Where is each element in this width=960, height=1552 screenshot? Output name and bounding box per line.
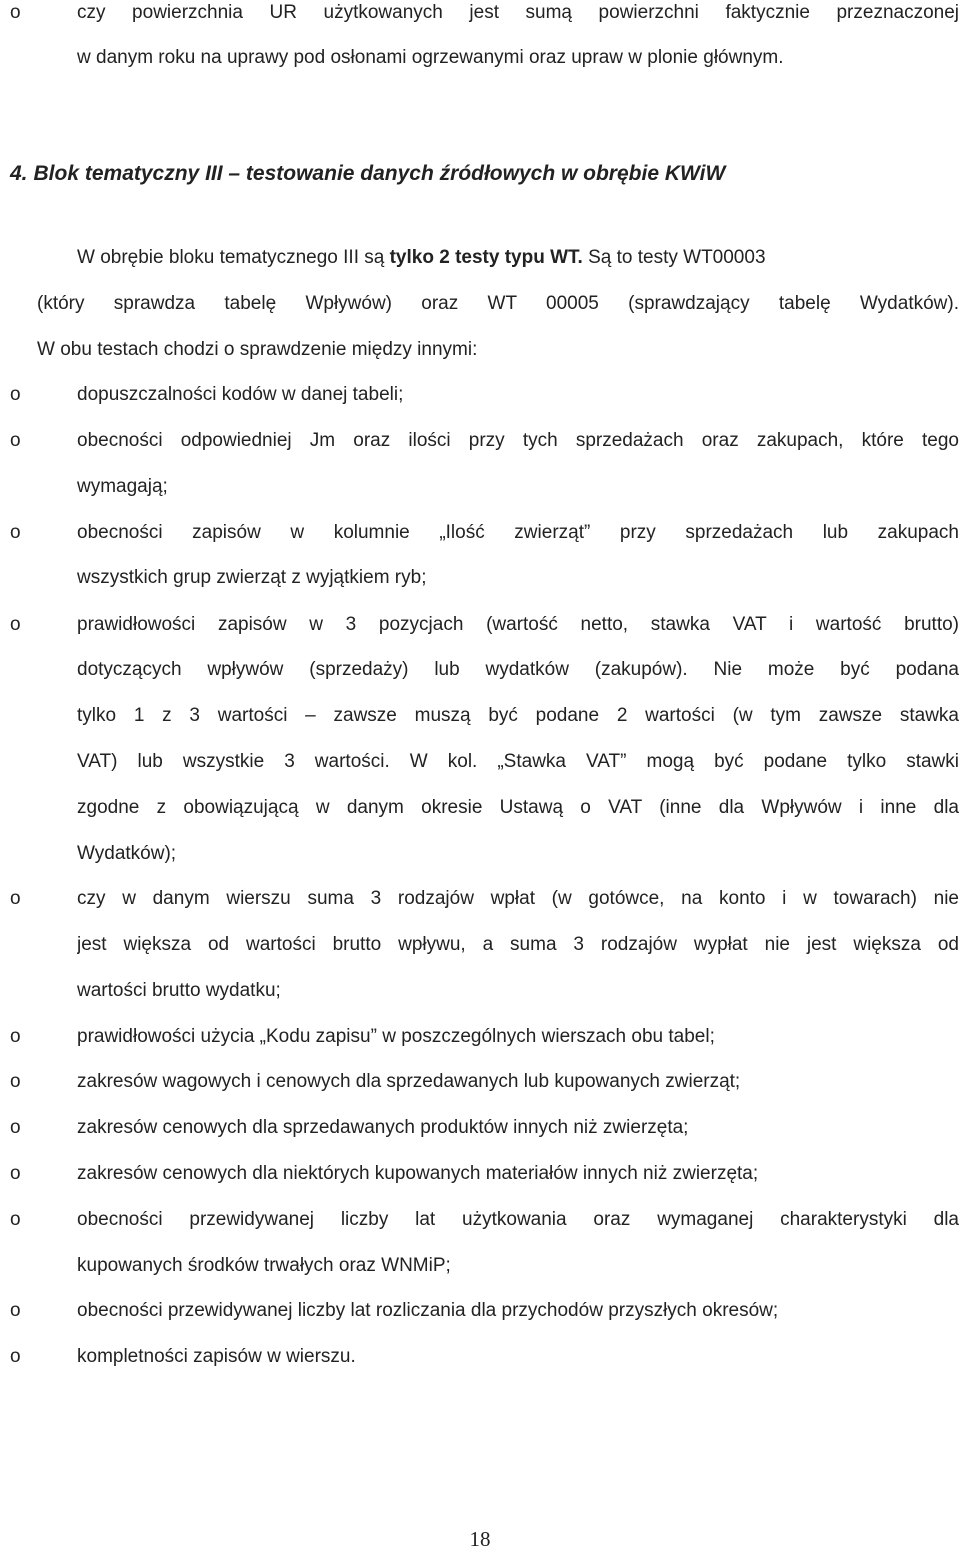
list-item-text: w danym roku na uprawy pod osłonami ogrzewanymi oraz upraw w plonie głównym. [77,47,784,68]
list-item-text: obecności przewidywanej liczby lat użytkowania oraz wymaganej charakterystyki dla [77,1209,959,1230]
list-item-text: prawidłowości użycia „Kodu zapisu” w poszczególnych wierszach obu tabel; [77,1026,715,1047]
list-item-text: obecności przewidywanej liczby lat rozliczania dla przychodów przyszłych okresów; [77,1300,779,1321]
intro-line [37,291,959,317]
list-item-text: VAT) lub wszystkie 3 wartości. W kol. „Stawka VAT” mogą być podane tylko stawki [77,751,959,772]
list-bullet: o [10,1163,21,1184]
list-bullet: o [10,2,21,23]
intro-text: Są to testy WT00003 [582,247,766,268]
intro-line [37,337,477,363]
intro-line [77,245,959,271]
section-title: Blok tematyczny III – testowanie danych źródłowych w obrębie KWiW [33,162,726,185]
list-bullet: o [10,1209,21,1230]
list-item-text: dopuszczalności kodów w danej tabeli; [77,384,404,405]
list-item-text: zakresów wagowych i cenowych dla sprzedawanych lub kupowanych zwierząt; [77,1071,741,1092]
list-item-text: kupowanych środków trwałych oraz WNMiP; [77,1255,451,1276]
list-item-text: zakresów cenowych dla sprzedawanych produktów innych niż zwierzęta; [77,1117,689,1138]
intro-text: W obrębie bloku tematycznego III są [77,247,390,268]
list-item-text: jest większa od wartości brutto wpływu, a suma 3 rodzajów wypłat nie jest większa od [77,934,959,955]
intro-bold-text: tylko 2 testy typu WT. [389,247,583,268]
list-bullet: o [10,430,21,451]
list-item-text: prawidłowości zapisów w 3 pozycjach (wartość netto, stawka VAT i wartość brutto) [77,614,959,635]
list-item-text: dotyczących wpływów (sprzedaży) lub wydatków (zakupów). Nie może być podana [77,659,959,680]
list-item-text: wartości brutto wydatku; [77,980,281,1001]
list-bullet: o [10,522,21,543]
list-item-text: zakresów cenowych dla niektórych kupowanych materiałów innych niż zwierzęta; [77,1163,759,1184]
list-item-text: czy powierzchnia UR użytkowanych jest sumą powierzchni faktycznie przeznaczonej [77,2,959,23]
list-bullet: o [10,1071,21,1092]
section-heading [10,160,725,188]
list-bullet: o [10,888,21,909]
list-item-text: zgodne z obowiązującą w danym okresie Ustawą o VAT (inne dla Wpływów i inne dla [77,797,959,818]
list-item-text: kompletności zapisów w wierszu. [77,1346,356,1367]
list-bullet: o [10,1117,21,1138]
list-item-text: Wydatków); [77,843,177,864]
list-item-text: obecności odpowiedniej Jm oraz ilości przy tych sprzedażach oraz zakupach, które tego [77,430,959,451]
list-item-text: obecności zapisów w kolumnie „Ilość zwierząt” przy sprzedażach lub zakupach [77,522,959,543]
list-item-text: wszystkich grup zwierząt z wyjątkiem ryb; [77,567,427,588]
list-bullet: o [10,614,21,635]
list-item-text: czy w danym wierszu suma 3 rodzajów wpłat (w gotówce, na konto i w towarach) nie [77,888,959,909]
list-item-text: wymagają; [77,476,168,497]
list-item-text: tylko 1 z 3 wartości – zawsze muszą być podane 2 wartości (w tym zawsze stawka [77,705,959,726]
intro-text: W obu testach chodzi o sprawdzenie między innymi: [37,339,478,360]
section-number: 4. [10,162,28,185]
list-bullet: o [10,1300,21,1321]
list-bullet: o [10,1346,21,1367]
page-number: 18 [469,1527,491,1551]
intro-text: (który sprawdza tabelę Wpływów) oraz WT 00005 (sprawdzający tabelę Wydatków). [37,293,959,314]
list-bullet: o [10,1026,21,1047]
list-bullet: o [10,384,21,405]
